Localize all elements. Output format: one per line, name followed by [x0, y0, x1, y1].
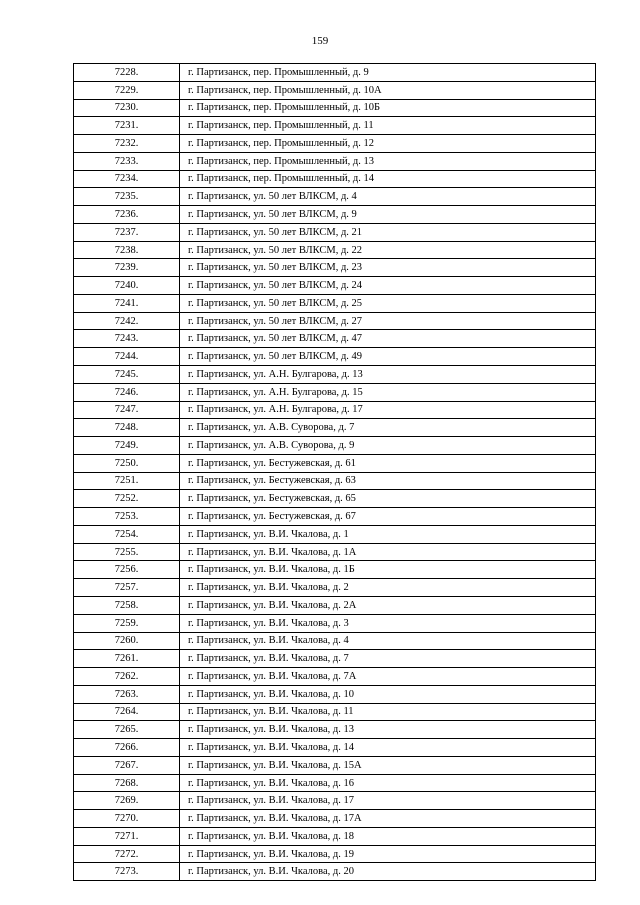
row-number: 7263. [74, 685, 180, 703]
row-address: г. Партизанск, ул. А.В. Суворова, д. 7 [180, 419, 596, 437]
table-row [74, 525, 596, 543]
row-address: г. Партизанск, ул. В.И. Чкалова, д. 14 [180, 739, 596, 757]
row-address: г. Партизанск, пер. Промышленный, д. 12 [180, 135, 596, 153]
table-row [74, 366, 596, 384]
row-number: 7232. [74, 135, 180, 153]
table-row [74, 508, 596, 526]
table-row [74, 437, 596, 455]
table-row [74, 596, 596, 614]
row-address: г. Партизанск, ул. 50 лет ВЛКСМ, д. 25 [180, 294, 596, 312]
row-address: г. Партизанск, ул. В.И. Чкалова, д. 11 [180, 703, 596, 721]
row-number: 7246. [74, 383, 180, 401]
row-address: г. Партизанск, ул. А.Н. Булгарова, д. 15 [180, 383, 596, 401]
row-address: г. Партизанск, ул. 50 лет ВЛКСМ, д. 22 [180, 241, 596, 259]
row-address: г. Партизанск, ул. В.И. Чкалова, д. 18 [180, 827, 596, 845]
row-address: г. Партизанск, ул. В.И. Чкалова, д. 17 [180, 792, 596, 810]
table-row [74, 756, 596, 774]
table-row [74, 721, 596, 739]
table-row [74, 135, 596, 153]
address-table [73, 63, 596, 881]
row-number: 7251. [74, 472, 180, 490]
row-address: г. Партизанск, ул. Бестужевская, д. 67 [180, 508, 596, 526]
table-row [74, 614, 596, 632]
row-address: г. Партизанск, ул. Бестужевская, д. 61 [180, 454, 596, 472]
row-number: 7256. [74, 561, 180, 579]
row-address: г. Партизанск, ул. Бестужевская, д. 63 [180, 472, 596, 490]
row-address: г. Партизанск, ул. В.И. Чкалова, д. 20 [180, 863, 596, 881]
table-row [74, 454, 596, 472]
table-row [74, 668, 596, 686]
table-row [74, 294, 596, 312]
row-number: 7258. [74, 596, 180, 614]
table-row [74, 312, 596, 330]
row-number: 7235. [74, 188, 180, 206]
row-address: г. Партизанск, ул. В.И. Чкалова, д. 4 [180, 632, 596, 650]
row-number: 7255. [74, 543, 180, 561]
row-address: г. Партизанск, ул. В.И. Чкалова, д. 2А [180, 596, 596, 614]
row-address: г. Партизанск, пер. Промышленный, д. 10А [180, 81, 596, 99]
row-address: г. Партизанск, ул. 50 лет ВЛКСМ, д. 4 [180, 188, 596, 206]
table-row [74, 401, 596, 419]
table-row [74, 206, 596, 224]
row-number: 7243. [74, 330, 180, 348]
row-number: 7267. [74, 756, 180, 774]
address-table-body [74, 64, 596, 881]
table-row [74, 863, 596, 881]
row-address: г. Партизанск, ул. В.И. Чкалова, д. 10 [180, 685, 596, 703]
row-number: 7257. [74, 579, 180, 597]
row-number: 7247. [74, 401, 180, 419]
row-number: 7250. [74, 454, 180, 472]
row-address: г. Партизанск, пер. Промышленный, д. 9 [180, 64, 596, 82]
row-number: 7252. [74, 490, 180, 508]
row-number: 7230. [74, 99, 180, 117]
table-row [74, 241, 596, 259]
row-address: г. Партизанск, ул. В.И. Чкалова, д. 7 [180, 650, 596, 668]
row-address: г. Партизанск, ул. В.И. Чкалова, д. 13 [180, 721, 596, 739]
table-row [74, 792, 596, 810]
row-number: 7266. [74, 739, 180, 757]
row-address: г. Партизанск, ул. В.И. Чкалова, д. 2 [180, 579, 596, 597]
row-number: 7264. [74, 703, 180, 721]
row-address: г. Партизанск, ул. А.Н. Булгарова, д. 13 [180, 366, 596, 384]
row-number: 7245. [74, 366, 180, 384]
row-number: 7237. [74, 223, 180, 241]
table-row [74, 703, 596, 721]
row-number: 7262. [74, 668, 180, 686]
row-address: г. Партизанск, ул. А.В. Суворова, д. 9 [180, 437, 596, 455]
row-number: 7233. [74, 152, 180, 170]
table-row [74, 650, 596, 668]
row-address: г. Партизанск, ул. 50 лет ВЛКСМ, д. 21 [180, 223, 596, 241]
table-row [74, 543, 596, 561]
table-row [74, 419, 596, 437]
row-number: 7240. [74, 277, 180, 295]
table-row [74, 561, 596, 579]
row-number: 7269. [74, 792, 180, 810]
table-row [74, 685, 596, 703]
row-number: 7270. [74, 810, 180, 828]
row-number: 7268. [74, 774, 180, 792]
row-number: 7234. [74, 170, 180, 188]
row-address: г. Партизанск, ул. 50 лет ВЛКСМ, д. 23 [180, 259, 596, 277]
row-number: 7259. [74, 614, 180, 632]
row-address: г. Партизанск, ул. В.И. Чкалова, д. 1Б [180, 561, 596, 579]
table-row [74, 348, 596, 366]
row-address: г. Партизанск, ул. В.И. Чкалова, д. 16 [180, 774, 596, 792]
row-number: 7254. [74, 525, 180, 543]
row-number: 7231. [74, 117, 180, 135]
table-row [74, 223, 596, 241]
row-number: 7249. [74, 437, 180, 455]
row-number: 7241. [74, 294, 180, 312]
row-address: г. Партизанск, пер. Промышленный, д. 10Б [180, 99, 596, 117]
table-row [74, 739, 596, 757]
row-number: 7265. [74, 721, 180, 739]
row-number: 7236. [74, 206, 180, 224]
table-row [74, 152, 596, 170]
row-number: 7273. [74, 863, 180, 881]
table-row [74, 845, 596, 863]
row-address: г. Партизанск, ул. В.И. Чкалова, д. 1 [180, 525, 596, 543]
row-address: г. Партизанск, ул. В.И. Чкалова, д. 19 [180, 845, 596, 863]
row-address: г. Партизанск, ул. А.Н. Булгарова, д. 17 [180, 401, 596, 419]
table-row [74, 170, 596, 188]
row-number: 7260. [74, 632, 180, 650]
row-address: г. Партизанск, ул. 50 лет ВЛКСМ, д. 24 [180, 277, 596, 295]
row-address: г. Партизанск, ул. В.И. Чкалова, д. 17А [180, 810, 596, 828]
row-number: 7242. [74, 312, 180, 330]
table-row [74, 277, 596, 295]
row-number: 7261. [74, 650, 180, 668]
table-row [74, 579, 596, 597]
table-row [74, 99, 596, 117]
table-row [74, 330, 596, 348]
table-row [74, 827, 596, 845]
row-number: 7239. [74, 259, 180, 277]
row-address: г. Партизанск, пер. Промышленный, д. 14 [180, 170, 596, 188]
row-address: г. Партизанск, ул. В.И. Чкалова, д. 3 [180, 614, 596, 632]
table-row [74, 81, 596, 99]
row-number: 7238. [74, 241, 180, 259]
row-number: 7228. [74, 64, 180, 82]
table-row [74, 632, 596, 650]
row-number: 7248. [74, 419, 180, 437]
table-row [74, 774, 596, 792]
table-row [74, 472, 596, 490]
row-address: г. Партизанск, ул. В.И. Чкалова, д. 1А [180, 543, 596, 561]
table-row [74, 259, 596, 277]
row-number: 7272. [74, 845, 180, 863]
row-address: г. Партизанск, ул. В.И. Чкалова, д. 15А [180, 756, 596, 774]
row-address: г. Партизанск, пер. Промышленный, д. 11 [180, 117, 596, 135]
row-address: г. Партизанск, ул. 50 лет ВЛКСМ, д. 49 [180, 348, 596, 366]
row-address: г. Партизанск, ул. Бестужевская, д. 65 [180, 490, 596, 508]
table-row [74, 490, 596, 508]
row-address: г. Партизанск, ул. 50 лет ВЛКСМ, д. 47 [180, 330, 596, 348]
table-row [74, 810, 596, 828]
table-row [74, 117, 596, 135]
row-number: 7253. [74, 508, 180, 526]
row-address: г. Партизанск, пер. Промышленный, д. 13 [180, 152, 596, 170]
table-row [74, 383, 596, 401]
row-number: 7271. [74, 827, 180, 845]
page-number: 159 [311, 35, 329, 47]
table-row [74, 64, 596, 82]
table-row [74, 188, 596, 206]
row-number: 7244. [74, 348, 180, 366]
row-address: г. Партизанск, ул. 50 лет ВЛКСМ, д. 27 [180, 312, 596, 330]
row-address: г. Партизанск, ул. 50 лет ВЛКСМ, д. 9 [180, 206, 596, 224]
row-address: г. Партизанск, ул. В.И. Чкалова, д. 7А [180, 668, 596, 686]
row-number: 7229. [74, 81, 180, 99]
